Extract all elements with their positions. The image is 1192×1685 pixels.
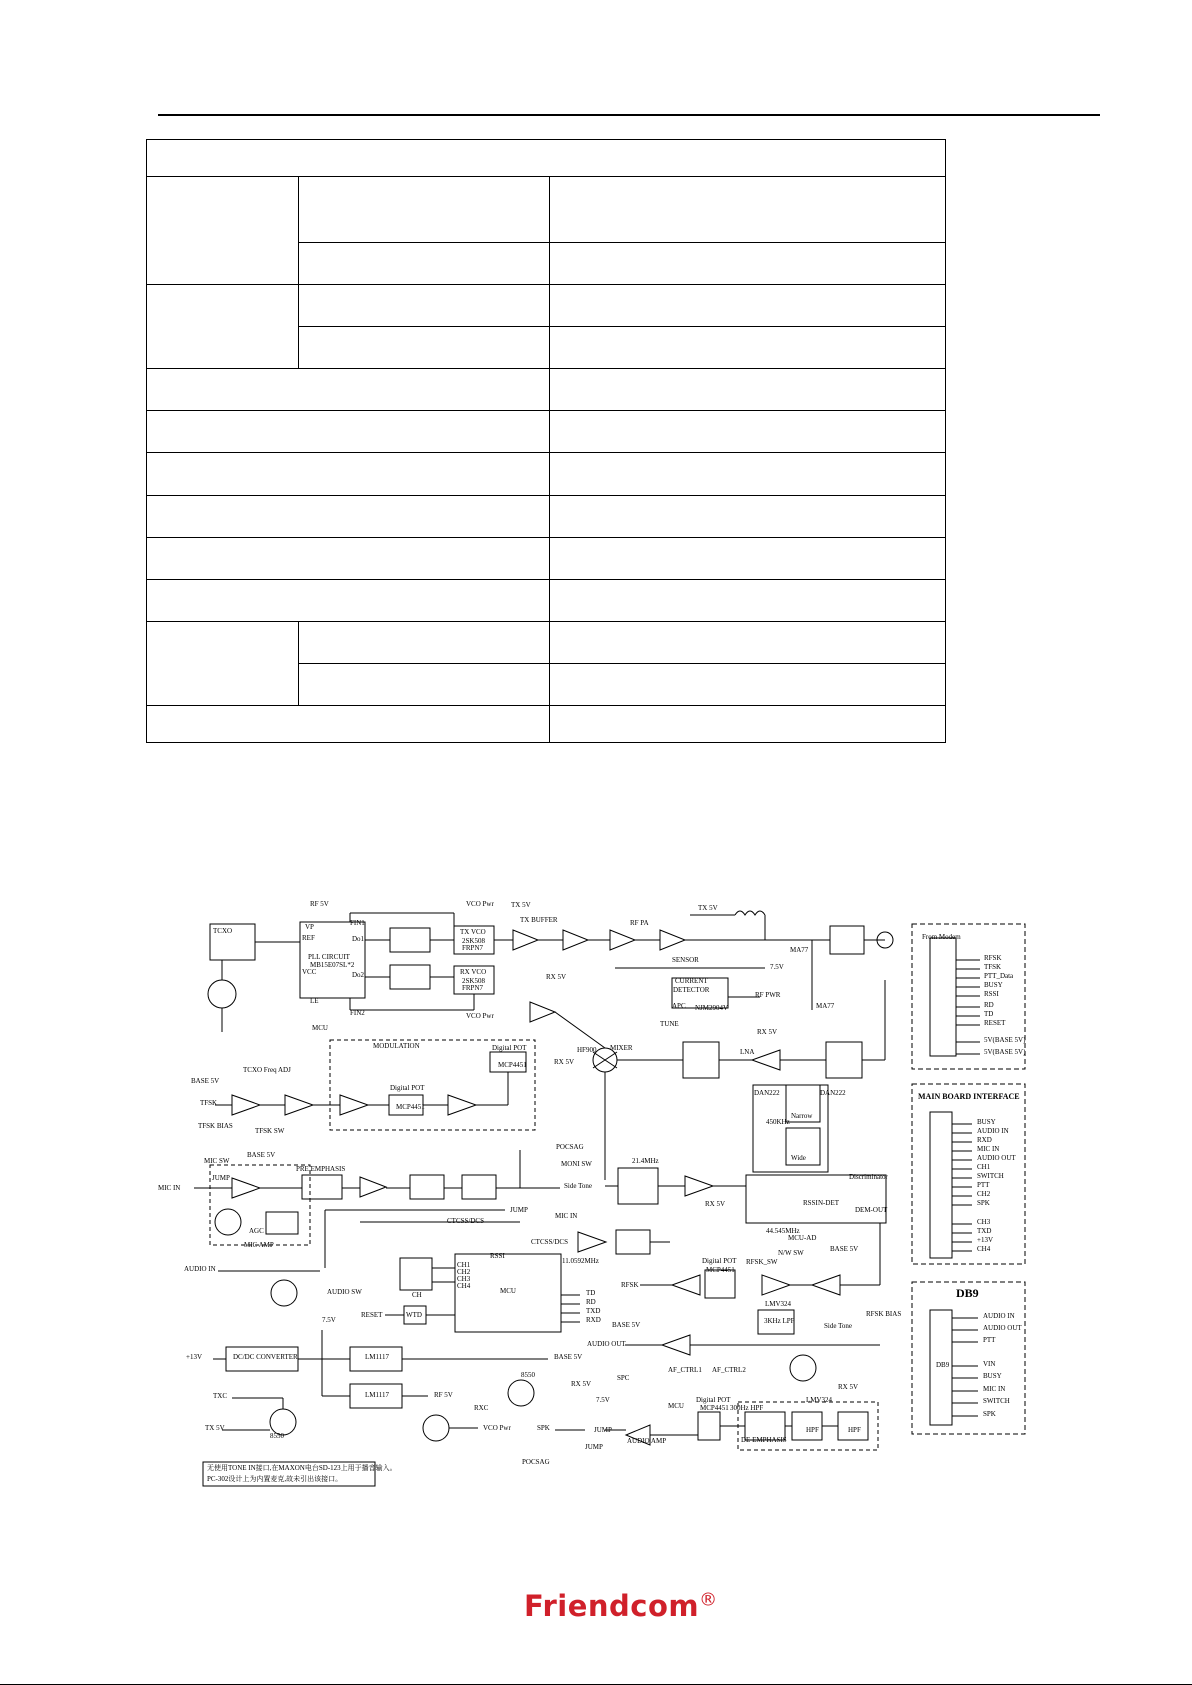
transistor: [508, 1380, 534, 1406]
diagram-label: RX 5V: [838, 1383, 859, 1391]
diagram-label: MAIN BOARD INTERFACE: [918, 1092, 1020, 1101]
lpf-box: [390, 965, 430, 989]
diagram-label: AUDIO AMP: [627, 1437, 667, 1445]
amplifier: [563, 930, 588, 950]
diagram-label: 300Hz HPF: [730, 1404, 764, 1412]
diagram-label: RESET: [984, 1019, 1006, 1027]
diagram-label: TCXO: [213, 927, 233, 935]
amplifier: [762, 1275, 790, 1295]
diagram-label: TX 5V: [205, 1424, 225, 1432]
diagram-label: 无使用TONE IN接口,在MAXON电台SD-123上用于播音输入。: [207, 1464, 397, 1472]
diagram-label: RF PWR: [755, 991, 781, 999]
diagram-label: MIC IN: [555, 1212, 578, 1220]
transistor: [423, 1415, 449, 1441]
friendcom-logo: [524, 1589, 718, 1623]
diagram-label: Digital POT: [492, 1044, 527, 1052]
diagram-label: REF: [302, 934, 315, 942]
diagram-label: From Modem: [922, 933, 961, 941]
diagram-label: MCU-AD: [788, 1234, 817, 1242]
diagram-label: TX 5V: [511, 901, 531, 909]
lpf-box: [830, 926, 864, 954]
diagram-label: TXD: [586, 1307, 601, 1315]
diagram-label: BASE 5V: [247, 1151, 276, 1159]
diagram-label: RFSK_SW: [746, 1258, 778, 1266]
diagram-label: 3KHz LPF: [764, 1317, 795, 1325]
diagram-label: CH1: [457, 1261, 471, 1269]
diagram-label: POCSAG: [556, 1143, 584, 1151]
diagram-label: N-DET: [818, 1199, 839, 1207]
diagram-label: PTT: [983, 1336, 996, 1344]
diagram-label: RF PA: [630, 919, 649, 927]
diagram-label: RF 5V: [310, 900, 329, 908]
diagram-label: RXD: [586, 1316, 601, 1324]
diagram-label: MIC IN: [977, 1145, 1000, 1153]
diagram-label: DE EMPHASIS: [741, 1436, 787, 1444]
diagram-label: CTCSS/DCS: [531, 1238, 568, 1246]
amplifier: [660, 930, 685, 950]
diagram-label: JUMP: [585, 1443, 603, 1451]
diagram-label: RXC: [474, 1404, 489, 1412]
diagram-label: RFSK: [621, 1281, 639, 1289]
diagram-label: Do2: [352, 971, 365, 979]
agc-box: [266, 1212, 298, 1234]
diagram-label: TUNE: [660, 1020, 679, 1028]
filter-box: [826, 1042, 862, 1078]
diagram-label: 5V(BASE 5V): [984, 1036, 1026, 1044]
diagram-label: CH3: [457, 1275, 471, 1283]
diagram-label: JUMP: [594, 1426, 612, 1434]
diagram-label: 44.545MHz: [766, 1227, 800, 1235]
diagram-label: RXD: [977, 1136, 992, 1144]
diagram-label: VCO Pwr: [483, 1424, 511, 1432]
diagram-label: TX VCO: [460, 928, 486, 936]
diagram-label: RX VCO: [460, 968, 487, 976]
diagram-label: MA77: [816, 1002, 835, 1010]
diagram-label: MB15E07SL*2: [310, 961, 355, 969]
diagram-label: 5V(BASE 5V): [984, 1048, 1026, 1056]
amplifier: [232, 1095, 260, 1115]
diagram-label: AUDIO OUT: [977, 1154, 1016, 1162]
amplifier: [530, 1002, 555, 1022]
diagram-label: VP: [305, 923, 314, 931]
diagram-label: FIN2: [350, 1009, 365, 1017]
diagram-label: Side Tone: [564, 1182, 592, 1190]
diagram-label: BUSY: [983, 1372, 1002, 1380]
diagram-label: MA77: [790, 946, 809, 954]
diagram-label: VIN: [983, 1360, 996, 1368]
lna: [752, 1050, 780, 1070]
digital-pot-box: [705, 1270, 735, 1298]
diagram-label: WTD: [406, 1311, 422, 1319]
diagram-label: AUDIO OUT: [983, 1324, 1022, 1332]
diagram-label: RX 5V: [705, 1200, 726, 1208]
diagram-label: MCU: [668, 1402, 684, 1410]
diagram-label: MCP4451: [700, 1404, 729, 1412]
amplifier: [513, 930, 538, 950]
diagram-label: MCP4451: [396, 1103, 425, 1111]
diagram-label: TXD: [977, 1227, 992, 1235]
diagram-label: N/W SW: [778, 1249, 804, 1257]
diagram-label: Discriminator: [849, 1173, 888, 1181]
filter-box: [618, 1168, 658, 1204]
diagram-label: RX 5V: [546, 973, 567, 981]
amplifier: [662, 1335, 690, 1355]
diagram-label: LMV324: [806, 1396, 833, 1404]
diagram-label: BUSY: [977, 1118, 996, 1126]
diagram-label: FRPN7: [462, 984, 484, 992]
diagram-label: 7.5V: [596, 1396, 610, 1404]
diagram-label: CH3: [977, 1218, 991, 1226]
diagram-label: MCU: [312, 1024, 328, 1032]
lpf-box: [410, 1175, 444, 1199]
diagram-label: +13V: [186, 1353, 203, 1361]
amplifier: [685, 1176, 713, 1196]
diagram-label: SPK: [537, 1424, 550, 1432]
diagram-label: AUDIO SW: [327, 1288, 362, 1296]
diagram-label: HF900: [577, 1046, 597, 1054]
diagram-label: TD: [984, 1010, 994, 1018]
diagram-label: +13V: [977, 1236, 994, 1244]
diagram-label: Do1: [352, 935, 365, 943]
diagram-label: RX 5V: [571, 1380, 592, 1388]
amplifier: [610, 930, 635, 950]
diagram-label: RFSK BIAS: [866, 1310, 902, 1318]
diagram-label: 11.0592MHz: [562, 1257, 599, 1265]
diagram-label: CH2: [977, 1190, 991, 1198]
diagram-label: VCO Pwr: [466, 1012, 494, 1020]
diagram-label: Digital POT: [390, 1084, 425, 1092]
diagram-label: MIC SW: [204, 1157, 230, 1165]
diagram-label: CH4: [457, 1282, 471, 1290]
diagram-label: MONI SW: [561, 1160, 592, 1168]
diagram-label: JUMP: [212, 1174, 230, 1182]
connector-block: [930, 1112, 952, 1258]
diagram-label: JUMP: [510, 1206, 528, 1214]
diagram-label: MCP4451: [498, 1061, 527, 1069]
db9-connector-box: [912, 1282, 1025, 1434]
diagram-label: AUDIO IN: [983, 1312, 1015, 1320]
diagram-label: MCP4451: [706, 1266, 735, 1274]
diagram-label: APC: [672, 1002, 686, 1010]
diagram-label: PTT_Data: [984, 972, 1014, 980]
diagram-label: 21.4MHz: [632, 1157, 659, 1165]
diagram-label: TFSK SW: [255, 1127, 285, 1135]
diagram-label: MIC IN: [983, 1385, 1006, 1393]
diagram-label: Digital POT: [702, 1257, 737, 1265]
lpf-box: [616, 1230, 650, 1254]
diagram-label: TCXO Freq ADJ: [243, 1066, 291, 1074]
lpf-box: [390, 928, 430, 952]
diagram-label: HPF: [848, 1426, 861, 1434]
diagram-label: 7.5V: [322, 1316, 336, 1324]
diagram-label: RF 5V: [434, 1391, 453, 1399]
diagram-label: TFSK BIAS: [198, 1122, 233, 1130]
diagram-label: AF_CTRL2: [712, 1366, 746, 1374]
registered-mark: ®: [699, 1589, 718, 1611]
filter-box: [683, 1042, 719, 1078]
diagram-label: CURRENT: [675, 977, 708, 985]
diagram-label: LMV324: [765, 1300, 792, 1308]
amplifier: [672, 1275, 700, 1295]
diagram-label: SPK: [977, 1199, 990, 1207]
diagram-label: DEM-OUT: [855, 1206, 888, 1214]
amplifier: [360, 1177, 386, 1197]
diagram-label: SPC: [617, 1374, 630, 1382]
diagram-label: AUDIO IN: [184, 1265, 216, 1273]
inductor: [735, 911, 765, 915]
diagram-label: HPF: [806, 1426, 819, 1434]
diagram-label: FIN1: [350, 919, 365, 927]
diagram-label: LE: [310, 997, 319, 1005]
channel-switch: [400, 1258, 432, 1290]
diagram-label: LM1117: [365, 1353, 389, 1361]
diagram-label: Narrow: [791, 1112, 813, 1120]
pre-emphasis-box: [302, 1175, 342, 1199]
diagram-label: TX 5V: [698, 904, 718, 912]
diagram-label: BUSY: [984, 981, 1003, 989]
amplifier: [232, 1178, 260, 1198]
digital-pot-box: [698, 1412, 720, 1440]
amplifier: [285, 1095, 313, 1115]
diagram-label: RX 5V: [554, 1058, 575, 1066]
diagram-label: POCSAG: [522, 1458, 550, 1466]
transistor: [208, 980, 236, 1008]
diagram-labels: [158, 900, 1026, 1483]
diagram-label: AUDIO OUT: [587, 1340, 626, 1348]
diagram-label: Wide: [791, 1154, 806, 1162]
diagram-label: MCU: [500, 1287, 516, 1295]
amplifier: [578, 1232, 606, 1252]
diagram-label: BASE 5V: [191, 1077, 220, 1085]
main-board-interface-box: [912, 1084, 1025, 1264]
diagram-label: DAN222: [820, 1089, 846, 1097]
diagram-label: PLL CIRCUIT: [308, 953, 350, 961]
diagram-label: 7.5V: [770, 963, 784, 971]
diagram-label: TFSK: [984, 963, 1002, 971]
diagram-label: PRE EMPHASIS: [296, 1165, 346, 1173]
diagram-label: AGC: [249, 1227, 264, 1235]
diagram-label: AUDIO IN: [977, 1127, 1009, 1135]
diagram-label: RX 5V: [757, 1028, 778, 1036]
diagram-label: DAN222: [754, 1089, 780, 1097]
diagram-label: Digital POT: [696, 1396, 731, 1404]
amplifier: [340, 1095, 368, 1115]
logo-text: Friendcom: [524, 1589, 700, 1623]
diagram-label: SWITCH: [983, 1397, 1010, 1405]
diagram-label: 8550: [270, 1432, 284, 1440]
diagram-label: BASE 5V: [612, 1321, 641, 1329]
diagram-label: 2SK508: [462, 937, 485, 945]
diagram-label: TFSK: [200, 1099, 218, 1107]
diagram-label: TD: [586, 1289, 596, 1297]
diagram-label: TX BUFFER: [520, 916, 558, 924]
transistor: [215, 1209, 241, 1235]
transistor: [790, 1355, 816, 1381]
diagram-label: MIC AMP: [244, 1241, 274, 1249]
diagram-label: RD: [984, 1001, 994, 1009]
diagram-label: LM1117: [365, 1391, 389, 1399]
diagram-label: 2SK508: [462, 977, 485, 985]
diagram-label: CTCSS/DCS: [447, 1217, 484, 1225]
diagram-label: 8550: [521, 1371, 535, 1379]
diagram-label: DB9: [956, 1286, 979, 1300]
diagram-label: Side Tone: [824, 1322, 852, 1330]
diagram-label: DC/DC CONVERTER: [233, 1353, 298, 1361]
diagram-label: VCC: [302, 968, 317, 976]
diagram-label: CH2: [457, 1268, 471, 1276]
diagram-label: VCO Pwr: [466, 900, 494, 908]
diagram-label: FRPN7: [462, 944, 484, 952]
amplifier: [812, 1275, 840, 1295]
diagram-label: CH1: [977, 1163, 991, 1171]
diagram-label: 450KHz: [766, 1118, 790, 1126]
connector-block: [930, 938, 956, 1056]
diagram-label: LNA: [740, 1048, 755, 1056]
diagram-label: SENSOR: [672, 956, 699, 964]
diagram-label: CH4: [977, 1245, 991, 1253]
diagram-label: DB9: [936, 1361, 950, 1369]
diagram-label: CH: [412, 1291, 422, 1299]
diagram-label: PTT: [977, 1181, 990, 1189]
diagram-label: MIC IN: [158, 1184, 181, 1192]
diagram-label: BASE 5V: [554, 1353, 583, 1361]
diagram-label: NJM2904V: [695, 1004, 729, 1012]
diagram-label: RFSK: [984, 954, 1002, 962]
diagram-label: MIXER: [610, 1044, 633, 1052]
amplifier: [448, 1095, 476, 1115]
transistor: [271, 1280, 297, 1306]
diagram-label: MODULATION: [373, 1042, 420, 1050]
diagram-label: RSSI: [490, 1252, 505, 1260]
diagram-label: PC-302设计上为内置麦克,故未引出该接口。: [207, 1475, 343, 1483]
diagram-label: RD: [586, 1298, 596, 1306]
modulation-box: [330, 1040, 535, 1130]
diagram-label: SWITCH: [977, 1172, 1004, 1180]
diagram-label: TXC: [213, 1392, 227, 1400]
diagram-label: RESET: [361, 1311, 383, 1319]
lpf-box: [462, 1175, 496, 1199]
diagram-label: AF_CTRL1: [668, 1366, 702, 1374]
diagram-label: RSSI: [803, 1199, 818, 1207]
diagram-label: RSSI: [984, 990, 999, 998]
diagram-label: DETECTOR: [673, 986, 710, 994]
diagram-label: SPK: [983, 1410, 996, 1418]
diagram-label: BASE 5V: [830, 1245, 859, 1253]
